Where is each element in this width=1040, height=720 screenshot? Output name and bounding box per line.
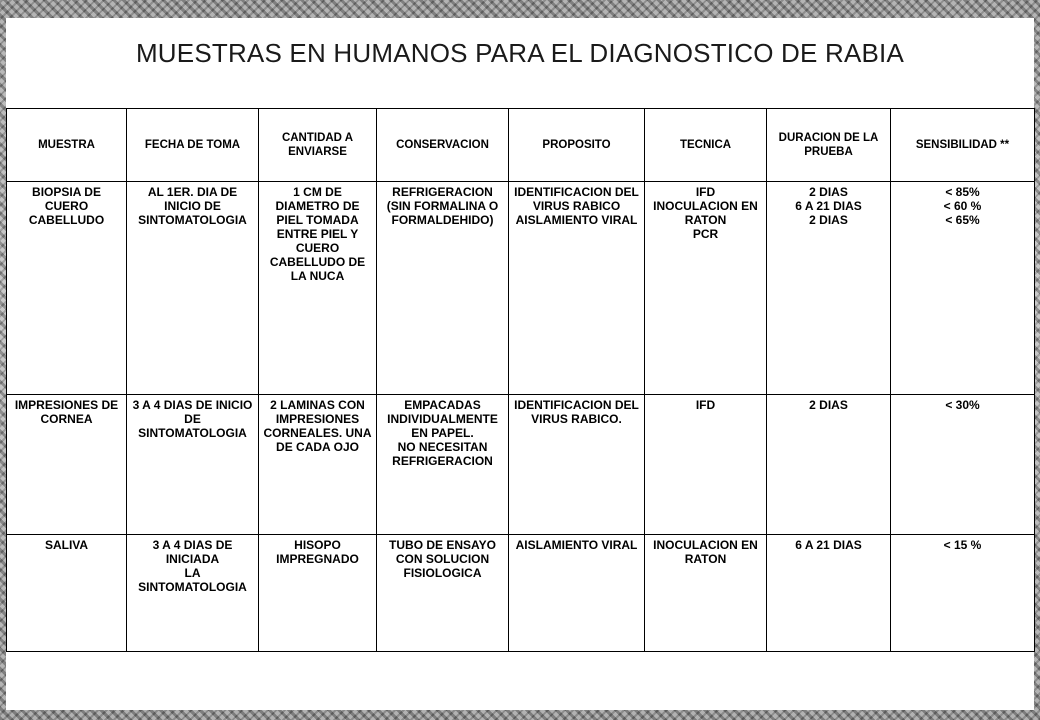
cell-proposito [509, 395, 645, 535]
cell-text: IDENTIFICACION DEL VIRUS RABICO AISLAMIENTO VIRAL [514, 184, 639, 227]
table-row [7, 181, 1035, 395]
cell-muestra [7, 535, 127, 652]
diagnostic-table [6, 108, 1035, 652]
cell-conservacion [377, 395, 509, 535]
cell-text: 3 A 4 DIAS DE INICIO DE SINTOMATOLOGIA [132, 398, 253, 441]
table-row [7, 395, 1035, 535]
cell-tecnica [645, 181, 767, 395]
header-tecnica: TECNICA [645, 109, 767, 182]
slide [6, 18, 1034, 710]
cell-text: EMPACADAS INDIVIDUALMENTE EN PAPEL. NO NECESITAN REFRIGERACION [387, 398, 498, 469]
cell-cantidad [259, 395, 377, 535]
cell-sensibilidad [891, 535, 1035, 652]
cell-text: < 30% [945, 398, 980, 413]
cell-text: INOCULACION EN RATON [653, 538, 758, 567]
cell-tecnica [645, 395, 767, 535]
cell-text: 6 A 21 DIAS [795, 538, 862, 553]
cell-text: < 85% < 60 % < 65% [943, 184, 982, 227]
cell-text: IFD INOCULACION EN RATON PCR [653, 184, 758, 241]
cell-text: 2 LAMINAS CON IMPRESIONES CORNEALES. UNA DE CADA OJO [263, 398, 372, 455]
cell-sensibilidad [891, 181, 1035, 395]
header-row [7, 109, 1035, 182]
cell-sensibilidad [891, 395, 1035, 535]
cell-text: IDENTIFICACION DEL VIRUS RABICO. [514, 398, 639, 427]
cell-text: AL 1ER. DIA DE INICIO DE SINTOMATOLOGIA [138, 184, 247, 227]
cell-proposito [509, 535, 645, 652]
header-muestra: MUESTRA [7, 109, 127, 182]
cell-text: BIOPSIA DE CUERO CABELLUDO [28, 184, 105, 227]
cell-text: < 15 % [943, 538, 982, 553]
cell-proposito [509, 181, 645, 395]
cell-fecha [127, 181, 259, 395]
cell-text: HISOPO IMPREGNADO [276, 538, 359, 567]
cell-conservacion [377, 181, 509, 395]
cell-tecnica [645, 535, 767, 652]
header-conservacion: CONSERVACION [377, 109, 509, 182]
cell-text: 2 DIAS 6 A 21 DIAS 2 DIAS [795, 184, 862, 227]
slide-title: MUESTRAS EN HUMANOS PARA EL DIAGNOSTICO DE RABIA [135, 38, 905, 68]
cell-cantidad [259, 181, 377, 395]
cell-text: 1 CM DE DIAMETRO DE PIEL TOMADA ENTRE PIEL Y CUERO CABELLUDO DE LA NUCA [269, 184, 366, 283]
cell-fecha [127, 535, 259, 652]
cell-text: TUBO DE ENSAYO CON SOLUCION FISIOLOGICA [389, 538, 496, 581]
table-row [7, 535, 1035, 652]
cell-muestra [7, 181, 127, 395]
header-fecha: FECHA DE TOMA [127, 109, 259, 182]
cell-text: AISLAMIENTO VIRAL [515, 538, 638, 553]
cell-text: IFD [695, 398, 716, 413]
header-proposito: PROPOSITO [509, 109, 645, 182]
cell-muestra [7, 395, 127, 535]
cell-duracion [767, 395, 891, 535]
cell-duracion [767, 181, 891, 395]
cell-text: IMPRESIONES DE CORNEA [14, 398, 119, 427]
cell-text: 2 DIAS [809, 398, 848, 413]
cell-fecha [127, 395, 259, 535]
header-sensibilidad: SENSIBILIDAD ** [891, 109, 1035, 182]
header-duracion: DURACION DE LA PRUEBA [767, 109, 891, 182]
cell-cantidad [259, 535, 377, 652]
header-cantidad: CANTIDAD A ENVIARSE [259, 109, 377, 182]
cell-text: REFRIGERACION (SIN FORMALINA O FORMALDEHIDO) [386, 184, 499, 227]
cell-text: SALIVA [44, 538, 89, 553]
cell-text: 3 A 4 DIAS DE INICIADA LA SINTOMATOLOGIA [138, 538, 247, 595]
cell-conservacion [377, 535, 509, 652]
cell-duracion [767, 535, 891, 652]
